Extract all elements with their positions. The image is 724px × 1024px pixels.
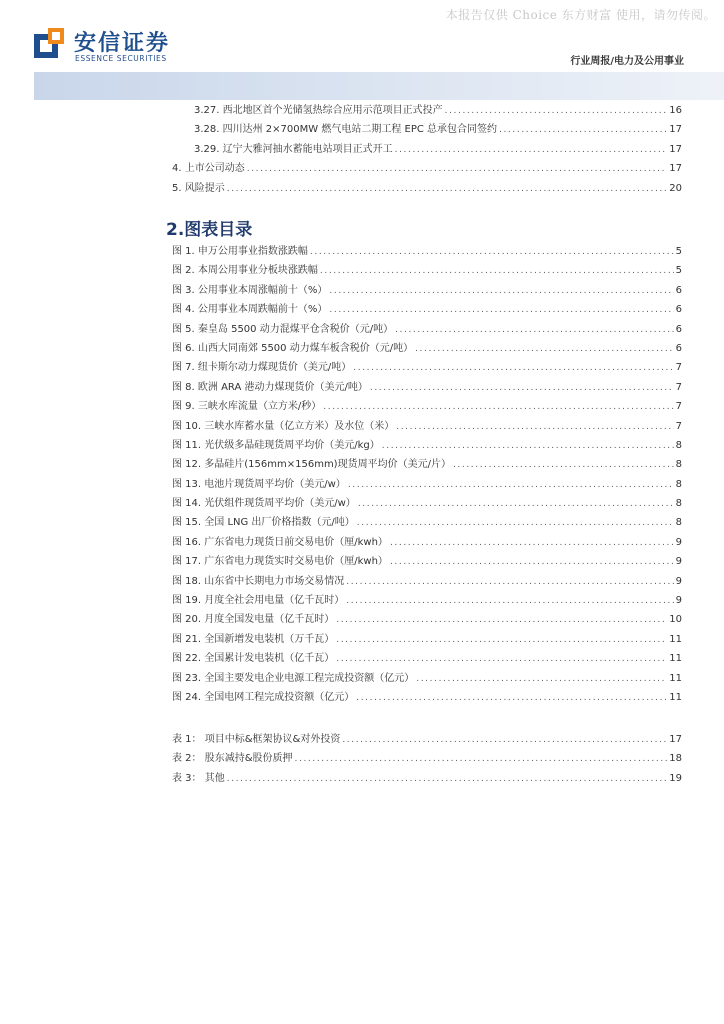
header-band <box>34 72 724 100</box>
figure-item-page: 10 <box>669 614 682 626</box>
figure-list <box>172 242 682 707</box>
leader-dots <box>342 731 667 750</box>
figure-item-page: 11 <box>669 633 682 645</box>
figure-item-label: 图 5. 秦皇岛 5500 动力混煤平仓含税价（元/吨） <box>172 323 394 335</box>
table-item-page: 17 <box>669 734 682 745</box>
figure-item-label: 图 6. 山西大同南郊 5500 动力煤车板含税价（元/吨） <box>172 342 414 354</box>
leader-dots <box>320 262 674 281</box>
figure-item-page: 9 <box>675 575 682 587</box>
figure-item[interactable] <box>172 630 682 649</box>
figure-item-page: 5 <box>675 265 682 277</box>
figure-item-label: 图 21. 全国新增发电装机（万千瓦） <box>172 633 335 645</box>
figure-item-page: 6 <box>675 304 682 316</box>
figure-item-label: 图 24. 全国电网工程完成投资额（亿元） <box>172 691 355 703</box>
figure-item[interactable] <box>172 397 682 416</box>
figure-item[interactable] <box>172 610 682 629</box>
leader-dots <box>390 534 674 553</box>
leader-dots <box>227 180 668 199</box>
figure-item-label: 图 23. 全国主要发电企业电源工程完成投资额（亿元） <box>172 672 415 684</box>
leader-dots <box>346 573 673 592</box>
figure-item-page: 8 <box>675 498 682 510</box>
figure-item-page: 6 <box>675 323 682 335</box>
figure-item-label: 图 19. 月度全社会用电量（亿千瓦时） <box>172 595 345 607</box>
figure-item[interactable] <box>172 417 682 436</box>
table-item-page: 19 <box>669 772 682 784</box>
toc-item-label: 5. 风险提示 <box>172 182 225 194</box>
figure-item-label: 图 20. 月度全国发电量（亿千瓦时） <box>172 614 335 626</box>
leader-dots <box>370 379 674 398</box>
figure-item-page: 11 <box>669 691 682 703</box>
brand-name-en: ESSENCE SECURITIES <box>75 54 167 63</box>
toc-item-label: 3.27. 西北地区首个光储氢热综合应用示范项目正式投产 <box>194 105 443 116</box>
leader-dots <box>357 514 674 533</box>
leader-dots <box>310 243 674 262</box>
toc-item-page: 16 <box>669 105 682 116</box>
toc-item-label: 3.29. 辽宁大雅河抽水蓄能电站项目正式开工 <box>194 143 393 155</box>
toc-continued <box>172 101 682 198</box>
figure-item-label: 图 2. 本周公用事业分板块涨跌幅 <box>172 265 318 277</box>
leader-dots <box>336 631 667 650</box>
figure-item[interactable] <box>172 436 682 455</box>
figure-item[interactable] <box>172 300 682 319</box>
figure-item[interactable] <box>172 494 682 513</box>
figure-item-label: 图 7. 纽卡斯尔动力煤现货价（美元/吨） <box>172 362 352 374</box>
leader-dots <box>329 282 673 301</box>
leader-dots <box>453 456 674 475</box>
leader-dots <box>353 359 673 378</box>
leader-dots <box>329 301 673 320</box>
figure-item-label: 图 4. 公用事业本周跌幅前十（%） <box>172 304 328 316</box>
figure-item-label: 图 8. 欧洲 ARA 港动力煤现货价（美元/吨） <box>172 381 368 393</box>
logo-mark-icon <box>34 28 66 62</box>
figure-item[interactable] <box>172 552 682 571</box>
toc-item-page: 17 <box>669 124 682 136</box>
table-item-label: 表 3： 其他 <box>172 772 225 784</box>
toc-item-label: 4. 上市公司动态 <box>172 163 245 175</box>
leader-dots <box>416 670 667 689</box>
figure-item[interactable] <box>172 669 682 688</box>
figure-item[interactable] <box>172 281 682 300</box>
figure-item[interactable] <box>172 320 682 339</box>
figure-item-label: 图 15. 全国 LNG 出厂价格指数（元/吨） <box>172 517 355 529</box>
figure-item-page: 7 <box>675 420 682 432</box>
figure-item[interactable] <box>172 261 682 280</box>
leader-dots <box>445 102 668 121</box>
figure-item-page: 9 <box>675 595 682 607</box>
figure-item-page: 8 <box>675 459 682 471</box>
figure-item-label: 图 22. 全国累计发电装机（亿千瓦） <box>172 653 335 665</box>
leader-dots <box>415 340 674 359</box>
leader-dots <box>395 141 668 160</box>
report-category: 行业周报/电力及公用事业 <box>570 56 684 67</box>
figure-item-page: 8 <box>675 478 682 490</box>
leader-dots <box>348 476 674 495</box>
figure-item[interactable] <box>172 572 682 591</box>
leader-dots <box>390 553 674 572</box>
brand-name-cn: 安信证券 <box>74 31 171 56</box>
leader-dots <box>356 689 667 708</box>
figure-item[interactable] <box>172 242 682 261</box>
figure-item[interactable] <box>172 475 682 494</box>
figure-item-page: 8 <box>675 439 682 451</box>
leader-dots <box>336 650 667 669</box>
leader-dots <box>395 321 674 340</box>
leader-dots <box>323 398 673 417</box>
leader-dots <box>358 495 674 514</box>
figure-item[interactable] <box>172 688 682 707</box>
figure-item-page: 7 <box>675 362 682 374</box>
toc-item-page: 17 <box>669 143 682 155</box>
leader-dots <box>396 418 673 437</box>
figure-item-page: 11 <box>669 653 682 665</box>
toc-item[interactable] <box>172 101 682 120</box>
leader-dots <box>295 750 668 769</box>
figure-item[interactable] <box>172 649 682 668</box>
toc-item-page: 17 <box>669 163 682 175</box>
figure-item-label: 图 17. 广东省电力现货实时交易电价（厘/kwh） <box>172 556 388 568</box>
figure-item[interactable] <box>172 378 682 397</box>
toc-item[interactable] <box>172 140 682 159</box>
figure-item-label: 图 1. 申万公用事业指数涨跌幅 <box>172 246 308 257</box>
table-list <box>172 730 682 788</box>
figure-item-page: 6 <box>675 342 682 354</box>
figure-item-page: 7 <box>675 381 682 393</box>
figure-item-page: 7 <box>675 401 682 413</box>
figure-item-label: 图 14. 光伏组件现货周平均价（美元/w） <box>172 498 356 510</box>
figure-item-page: 9 <box>675 556 682 568</box>
figure-item-page: 6 <box>675 284 682 296</box>
figure-item-label: 图 9. 三峡水库流量（立方米/秒） <box>172 401 322 413</box>
table-item[interactable] <box>172 749 682 768</box>
essence-securities-logo <box>34 26 194 66</box>
figure-item-page: 11 <box>669 672 682 684</box>
figure-item-label: 图 11. 光伏级多晶硅现货周平均价（美元/kg） <box>172 439 380 451</box>
figure-item[interactable] <box>172 339 682 358</box>
toc-item[interactable] <box>172 159 682 178</box>
leader-dots <box>227 770 668 789</box>
figure-item-page: 8 <box>675 517 682 529</box>
figure-item-label: 图 16. 广东省电力现货日前交易电价（厘/kwh） <box>172 536 388 548</box>
figure-item[interactable] <box>172 533 682 552</box>
table-item[interactable] <box>172 730 682 749</box>
figure-item[interactable] <box>172 358 682 377</box>
table-item-label: 表 1： 项目中标&框架协议&对外投资 <box>172 734 341 745</box>
figure-item-page: 5 <box>675 246 682 257</box>
figure-item-label: 图 12. 多晶硅片(156mm×156mm)现货周平均价（美元/片） <box>172 459 451 471</box>
table-item-label: 表 2： 股东减持&股份质押 <box>172 753 293 765</box>
figure-item-label: 图 18. 山东省中长期电力市场交易情况 <box>172 575 345 587</box>
leader-dots <box>382 437 674 456</box>
figure-item[interactable] <box>172 455 682 474</box>
toc-item-page: 20 <box>669 182 682 194</box>
toc-item[interactable] <box>172 120 682 139</box>
leader-dots <box>499 121 667 140</box>
watermark: 本报告仅供 Choice 东方财富 使用，请勿传阅。 <box>445 8 716 22</box>
leader-dots <box>346 592 673 611</box>
figure-item-page: 9 <box>675 536 682 548</box>
figures-section-title: 2.图表目录 <box>166 220 253 240</box>
figure-item-label: 图 3. 公用事业本周涨幅前十（%） <box>172 284 328 296</box>
toc-item[interactable] <box>172 179 682 198</box>
toc-item-label: 3.28. 四川达州 2×700MW 燃气电站二期工程 EPC 总承包合同签约 <box>194 124 498 136</box>
leader-dots <box>247 160 668 179</box>
leader-dots <box>336 611 667 630</box>
figure-item-label: 图 13. 电池片现货周平均价（美元/w） <box>172 478 346 490</box>
figure-item[interactable] <box>172 513 682 532</box>
figure-item[interactable] <box>172 591 682 610</box>
table-item[interactable] <box>172 769 682 788</box>
table-item-page: 18 <box>669 753 682 765</box>
figure-item-label: 图 10. 三峡水库蓄水量（亿立方米）及水位（米） <box>172 420 395 432</box>
